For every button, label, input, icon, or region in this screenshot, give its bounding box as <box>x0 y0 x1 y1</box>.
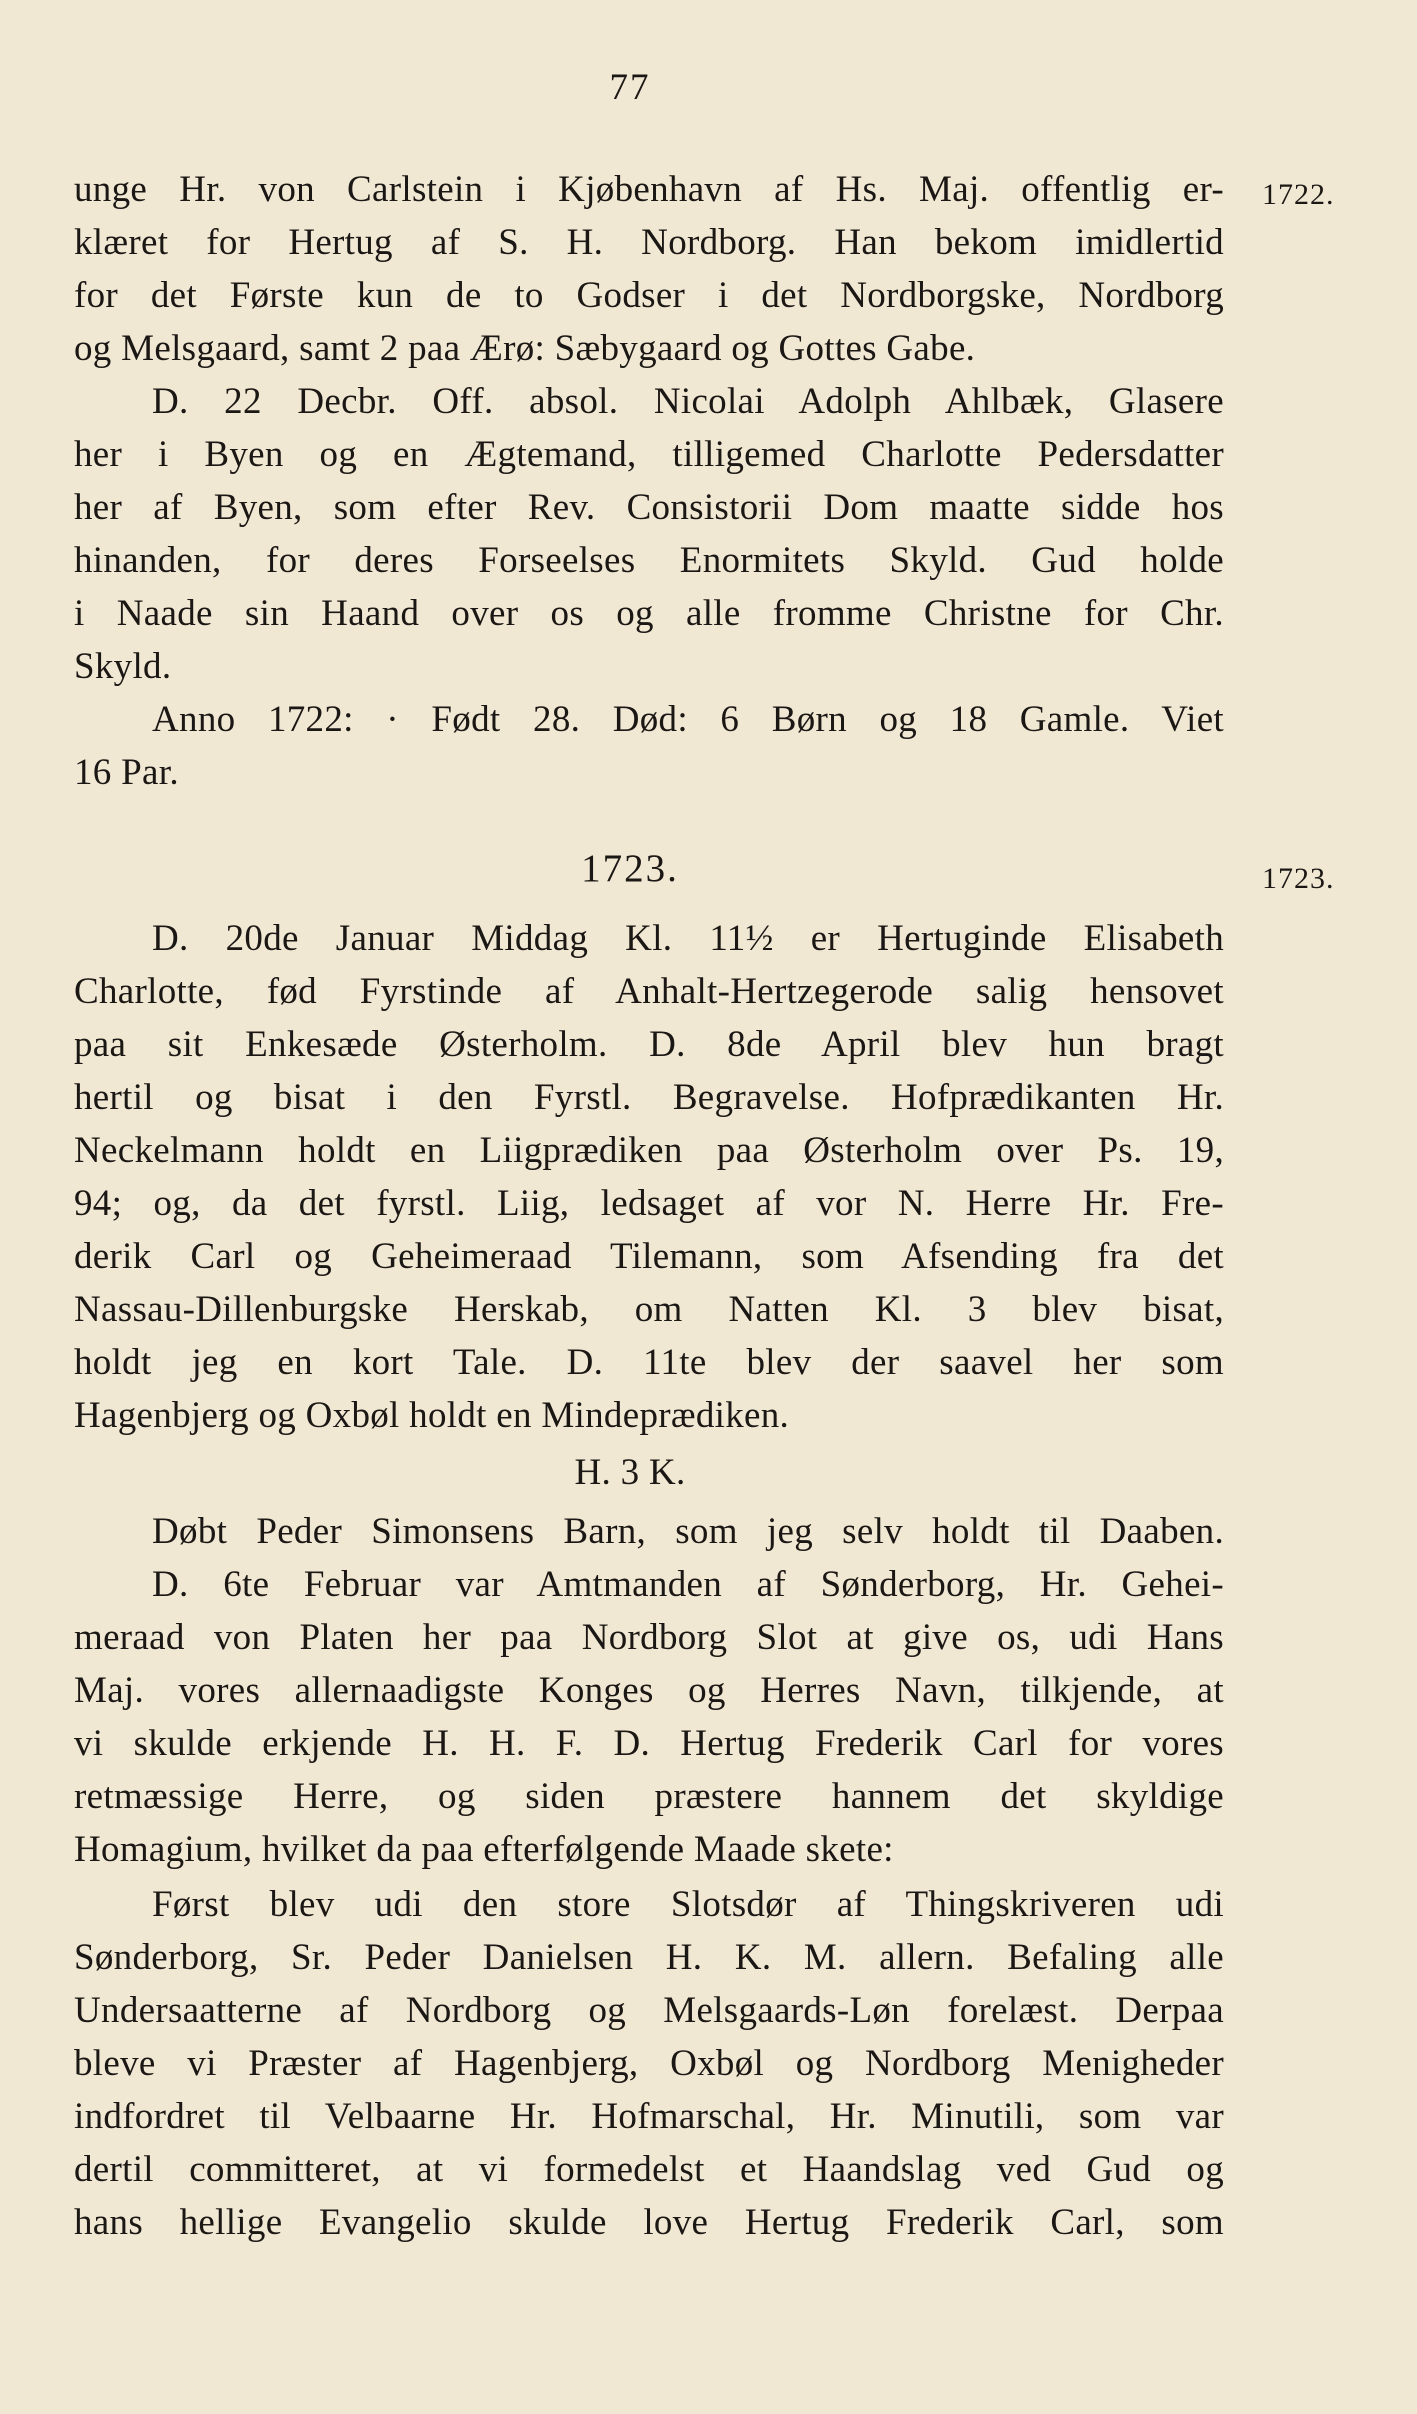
text-line: Nassau-Dillenburgske Herskab, om Natten Kl. 3 blev bisat, <box>74 1289 1224 1330</box>
text-line: D. 20de Januar Middag Kl. 11½ er Hertuginde Elisabeth <box>152 918 1224 959</box>
text-line: for det Første kun de to Godser i det Nordborgske, Nordborg <box>74 275 1224 316</box>
text-line: bleve vi Præster af Hagenbjerg, Oxbøl og Nordborg Menigheder <box>74 2043 1224 2084</box>
text-line: her i Byen og en Ægtemand, tilligemed Charlotte Pedersdatter <box>74 434 1224 475</box>
text-line: meraad von Platen her paa Nordborg Slot at give os, udi Hans <box>74 1617 1224 1658</box>
text-line: D. 6te Februar var Amtmanden af Sønderborg, Hr. Gehei- <box>152 1564 1224 1605</box>
text-line: dertil committeret, at vi formedelst et Haandslag ved Gud og <box>74 2149 1224 2190</box>
text-line: Døbt Peder Simonsens Barn, som jeg selv holdt til Daaben. <box>152 1511 1224 1552</box>
margin-year-1723: 1723. <box>1262 862 1335 895</box>
text-line: indfordret til Velbaarne Hr. Hofmarschal, Hr. Minutili, som var <box>74 2096 1224 2137</box>
text-line: Neckelmann holdt en Liigprædiken paa Østerholm over Ps. 19, <box>74 1130 1224 1171</box>
text-line: Maj. vores allernaadigste Konges og Herres Navn, tilkjende, at <box>74 1670 1224 1711</box>
text-line: D. 22 Decbr. Off. absol. Nicolai Adolph Ahlbæk, Glasere <box>152 381 1224 422</box>
text-line: 16 Par. <box>74 752 179 793</box>
text-line: Undersaatterne af Nordborg og Melsgaards-Løn forelæst. Derpaa <box>74 1990 1224 2031</box>
text-line: Homagium, hvilket da paa efterfølgende Maade skete: <box>74 1829 894 1870</box>
text-line: paa sit Enkesæde Østerholm. D. 8de April blev hun bragt <box>74 1024 1224 1065</box>
text-line: retmæssige Herre, og siden præstere hannem det skyldige <box>74 1776 1224 1817</box>
text-line: i Naade sin Haand over os og alle fromme Christne for Chr. <box>74 593 1224 634</box>
text-line: unge Hr. von Carlstein i Kjøbenhavn af Hs. Maj. offentlig er- <box>74 169 1224 210</box>
text-line: klæret for Hertug af S. H. Nordborg. Han bekom imidlertid <box>74 222 1224 263</box>
text-line: Skyld. <box>74 646 172 687</box>
page-number: 77 <box>609 67 651 108</box>
text-line: hertil og bisat i den Fyrstl. Begravelse. Hofprædikanten Hr. <box>74 1077 1224 1118</box>
text-line: Hagenbjerg og Oxbøl holdt en Mindeprædiken. <box>74 1395 790 1436</box>
text-line: Charlotte, fød Fyrstinde af Anhalt-Hertzegerode salig hensovet <box>74 971 1224 1012</box>
margin-year-1722: 1722. <box>1262 178 1335 211</box>
text-line: holdt jeg en kort Tale. D. 11te blev der saavel her som <box>74 1342 1224 1383</box>
text-line-centered: H. 3 K. <box>574 1452 686 1493</box>
text-line: Anno 1722: · Født 28. Død: 6 Børn og 18 Gamle. Viet <box>152 699 1224 740</box>
text-line: derik Carl og Geheimeraad Tilemann, som Afsending fra det <box>74 1236 1224 1277</box>
text-line: vi skulde erkjende H. H. F. D. Hertug Frederik Carl for vores <box>74 1723 1224 1764</box>
text-line: hans hellige Evangelio skulde love Hertug Frederik Carl, som <box>74 2202 1224 2243</box>
text-line: hinanden, for deres Forseelses Enormitets Skyld. Gud holde <box>74 540 1224 581</box>
section-heading-1723: 1723. <box>581 847 679 890</box>
text-line: Først blev udi den store Slotsdør af Thingskriveren udi <box>152 1884 1224 1925</box>
text-line: her af Byen, som efter Rev. Consistorii Dom maatte sidde hos <box>74 487 1224 528</box>
text-line: og Melsgaard, samt 2 paa Ærø: Sæbygaard og Gottes Gabe. <box>74 328 976 369</box>
text-line: 94; og, da det fyrstl. Liig, ledsaget af vor N. Herre Hr. Fre- <box>74 1183 1224 1224</box>
text-line: Sønderborg, Sr. Peder Danielsen H. K. M. allern. Befaling alle <box>74 1937 1224 1978</box>
